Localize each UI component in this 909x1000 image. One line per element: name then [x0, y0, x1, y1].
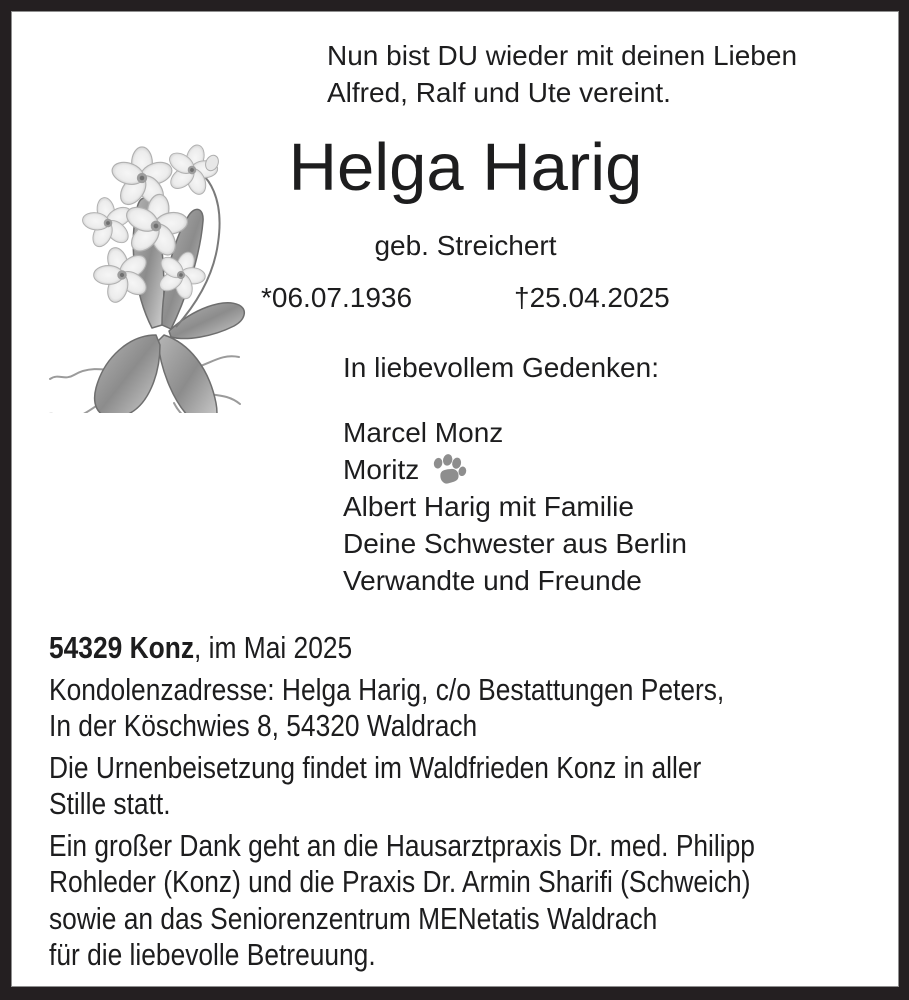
maiden-name: geb. Streichert: [374, 230, 557, 261]
memorial-heading: In liebevollem Gedenken:: [343, 352, 659, 383]
intro-verse-line: Nun bist DU wieder mit deinen Lieben: [327, 40, 798, 71]
thanks-line: sowie an das Seniorenzentrum MENetatis Waldrach: [49, 900, 658, 936]
thanks-note: [49, 828, 755, 974]
thanks-line: Ein großer Dank geht an die Hausarztpraxis Dr. med. Philipp: [49, 827, 755, 863]
burial-line: Stille statt.: [49, 786, 171, 821]
paw-print-icon: [429, 452, 469, 486]
mourner-name: Verwandte und Freunde: [343, 565, 642, 596]
postal-city: 54329 Konz: [49, 630, 194, 665]
date-suffix: , im Mai 2025: [193, 630, 353, 665]
notice-footer: [49, 630, 755, 979]
mourners-list: [343, 414, 687, 599]
condolence-address: [49, 672, 755, 745]
condolence-line: In der Köschwies 8, 54320 Waldrach: [49, 708, 478, 743]
condolence-line: Kondolenzadresse: Helga Harig, c/o Bestattungen Peters,: [49, 671, 725, 707]
mourner-name: Deine Schwester aus Berlin: [343, 528, 687, 559]
mourner-name: [343, 451, 687, 488]
intro-verse-line: Alfred, Ralf und Ute vereint.: [327, 77, 671, 108]
burial-info: [49, 750, 755, 823]
death-date: †25.04.2025: [514, 282, 670, 313]
burial-line: Die Urnenbeisetzung findet im Waldfrieden Konz in aller: [49, 749, 702, 785]
mourner-name: Albert Harig mit Familie: [343, 491, 634, 522]
mourner-name-text: Moritz: [343, 454, 420, 485]
intro-verse: [327, 37, 797, 111]
mourner-name: Marcel Monz: [343, 417, 504, 448]
thanks-line: Rohleder (Konz) und die Praxis Dr. Armin Sharifi (Schweich): [49, 864, 751, 899]
deceased-name: Helga Harig: [288, 130, 643, 205]
thanks-line: für die liebevolle Betreuung.: [49, 937, 376, 972]
birth-date: *06.07.1936: [261, 282, 413, 313]
place-date-line: [49, 630, 755, 667]
